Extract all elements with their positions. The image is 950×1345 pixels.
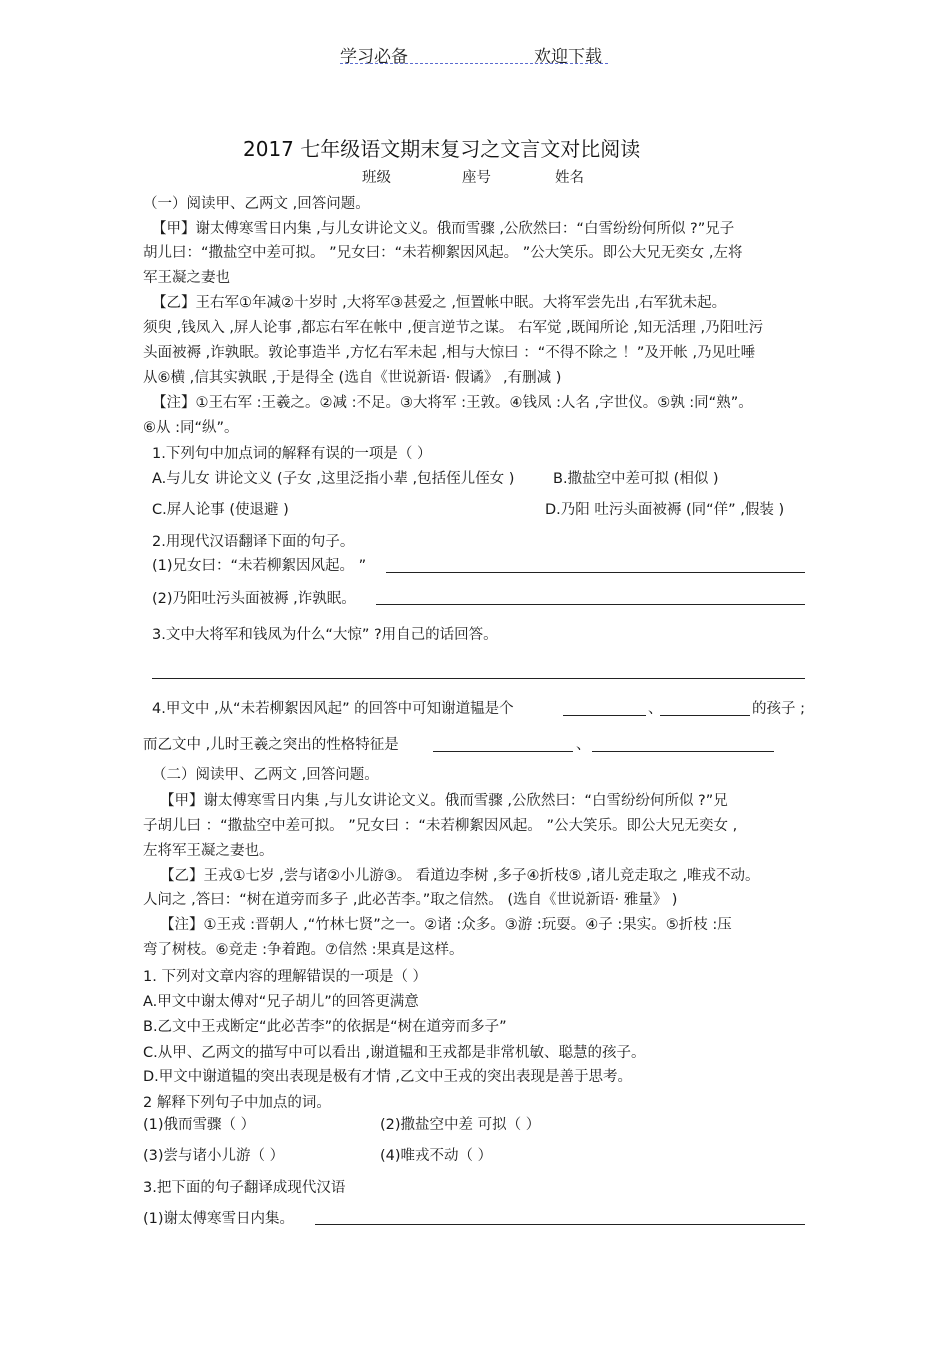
answer-line[interactable] [386, 572, 805, 573]
p2-q2-item-3: (3)尝与诸小儿游（ ） [143, 1148, 285, 1164]
part2-jia-line: 左将军王凝之妻也。 [143, 843, 274, 859]
part2-jia-line: 【甲】谢太傅寒雪日内集 ,与儿女讲论文义。俄而雪骤 ,公欣然曰：“白雪纷纷何所似 ?”兄 [160, 793, 728, 809]
field-name: 姓名 [555, 170, 584, 186]
p1-q4-line2: 而乙文中 ,儿时王羲之突出的性格特征是 [143, 737, 399, 753]
p1-q2-sentence-1: (1)兄女曰：“未若柳絮因风起。 ” [152, 558, 367, 574]
part2-note-line: 【注】①王戎 :晋朝人 ,“竹林七贤”之一。②诸 :众多。③游 :玩耍。④子 :果实。⑤折枝 :压 [160, 917, 732, 933]
p1-q1-option-b: B.撒盐空中差可拟 (相似 ) [553, 471, 719, 487]
answer-blank[interactable] [433, 751, 573, 752]
page-title: 2017 七年级语文期末复习之文言文对比阅读 [243, 137, 641, 161]
p2-q3-stem: 3.把下面的句子翻译成现代汉语 [143, 1180, 346, 1196]
answer-line[interactable] [376, 604, 805, 605]
part2-jia-line: 子胡儿曰 ：“撒盐空中差可拟。 ”兄女曰 ：“未若柳絮因风起。 ”公大笑乐。即公大兄无奕女 , [143, 818, 738, 834]
p2-q2-item-1: (1)俄而雪骤（ ） [143, 1117, 256, 1133]
part2-yi-line: 人问之 ,答曰：“树在道旁而多子 ,此必苦李。”取之信然。 (选自《世说新语· 雅量》 ) [143, 892, 678, 908]
header-left: 学习必备 [340, 47, 408, 67]
part1-yi-line: 【乙】王右军①年减②十岁时 ,大将军③甚爱之 ,恒置帐中眠。大将军尝先出 ,右军犹未起。 [152, 295, 727, 311]
header-right: 欢迎下载 [534, 47, 602, 67]
part1-jia-line: 【甲】谢太傅寒雪日内集 ,与儿女讲论文义。俄而雪骤 ,公欣然曰：“白雪纷纷何所似 ?”兄子 [152, 221, 735, 237]
p2-q2-stem: 2 解释下列句子中加点的词。 [143, 1095, 331, 1111]
p1-q4-line1-end: 的孩子 ; [752, 701, 805, 717]
part1-jia-line: 军王凝之妻也 [143, 270, 230, 286]
p1-q1-option-d: D.乃阳 吐污头面被褥 (同“佯” ,假装 ) [545, 502, 785, 518]
p1-q4-separator: 、 [576, 737, 591, 753]
field-class: 班级 [362, 170, 391, 186]
p2-q1-stem: 1. 下列对文章内容的理解错误的一项是（ ） [143, 969, 428, 985]
answer-blank[interactable] [660, 715, 750, 716]
p2-q2-item-2: (2)撒盐空中差 可拟（ ） [380, 1117, 541, 1133]
header-underline [340, 63, 608, 64]
part2-note-line: 弯了树枝。⑥竞走 :争着跑。⑦信然 :果真是这样。 [143, 942, 464, 958]
p1-q2-stem: 2.用现代汉语翻译下面的句子。 [152, 534, 355, 550]
part1-note-line: 【注】①王右军 :王羲之。②减 :不足。③大将军 :王敦。④钱凤 :人名 ,字世仪。⑤孰 :同“熟”。 [152, 395, 753, 411]
p1-q1-option-a: A.与儿女 讲论文义 (子女 ,这里泛指小辈 ,包括侄儿侄女 ) [152, 471, 515, 487]
p2-q1-option-d: D.甲文中谢道韫的突出表现是极有才情 ,乙文中王戎的突出表现是善于思考。 [143, 1069, 632, 1085]
part2-yi-line: 【乙】王戎①七岁 ,尝与诸②小儿游③。 看道边李树 ,多子④折枝⑤ ,诸儿竞走取之 ,唯戎不动。 [160, 868, 760, 884]
part1-yi-line: 须臾 ,钱凤入 ,屏人论事 ,都忘右军在帐中 ,便言逆节之谋。 右军觉 ,既闻所论 ,知无活理 ,乃阳吐污 [143, 320, 764, 336]
part1-yi-line: 头面被褥 ,诈孰眠。敦论事造半 ,方忆右军未起 ,相与大惊曰 ：“不得不除之 ！”及开帐 ,乃见吐唾 [143, 345, 756, 361]
answer-line[interactable] [152, 678, 805, 679]
p1-q4-separator: 、 [648, 701, 663, 717]
part1-yi-line: 从⑥横 ,信其实孰眠 ,于是得全 (选自《世说新语· 假谲》 ,有删减 ) [143, 370, 562, 386]
p2-q3-sentence-1: (1)谢太傅寒雪日内集。 [143, 1211, 295, 1227]
part1-jia-line: 胡儿曰：“撒盐空中差可拟。 ”兄女曰：“未若柳絮因风起。 ”公大笑乐。即公大兄无奕女 ,左将 [143, 245, 743, 261]
p2-q2-item-4: (4)唯戎不动（ ） [380, 1148, 493, 1164]
part1-heading: （一）阅读甲、乙两文 ,回答问题。 [143, 196, 370, 212]
p1-q1-stem: 1.下列句中加点词的解释有误的一项是（ ） [152, 446, 432, 462]
answer-blank[interactable] [592, 751, 774, 752]
p2-q1-option-a: A.甲文中谢太傅对“兄子胡儿”的回答更满意 [143, 994, 419, 1010]
p2-q1-option-c: C.从甲、乙两文的描写中可以看出 ,谢道韫和王戎都是非常机敏、聪慧的孩子。 [143, 1045, 646, 1061]
field-seat: 座号 [462, 170, 491, 186]
p1-q1-option-c: C.屏人论事 (使退避 ) [152, 502, 289, 518]
answer-blank[interactable] [563, 715, 646, 716]
p1-q2-sentence-2: (2)乃阳吐污头面被褥 ,诈孰眠。 [152, 591, 356, 607]
p2-q1-option-b: B.乙文中王戎断定“此必苦李”的依据是“树在道旁而多子” [143, 1019, 507, 1035]
part2-heading: （二）阅读甲、乙两文 ,回答问题。 [152, 767, 379, 783]
answer-line[interactable] [315, 1224, 805, 1225]
part1-note-line: ⑥从 :同“纵”。 [143, 420, 239, 436]
p1-q4-line1: 4.甲文中 ,从“未若柳絮因风起” 的回答中可知谢道韫是个 [152, 701, 514, 717]
p1-q3-stem: 3.文中大将军和钱凤为什么“大惊” ?用自己的话回答。 [152, 627, 498, 643]
